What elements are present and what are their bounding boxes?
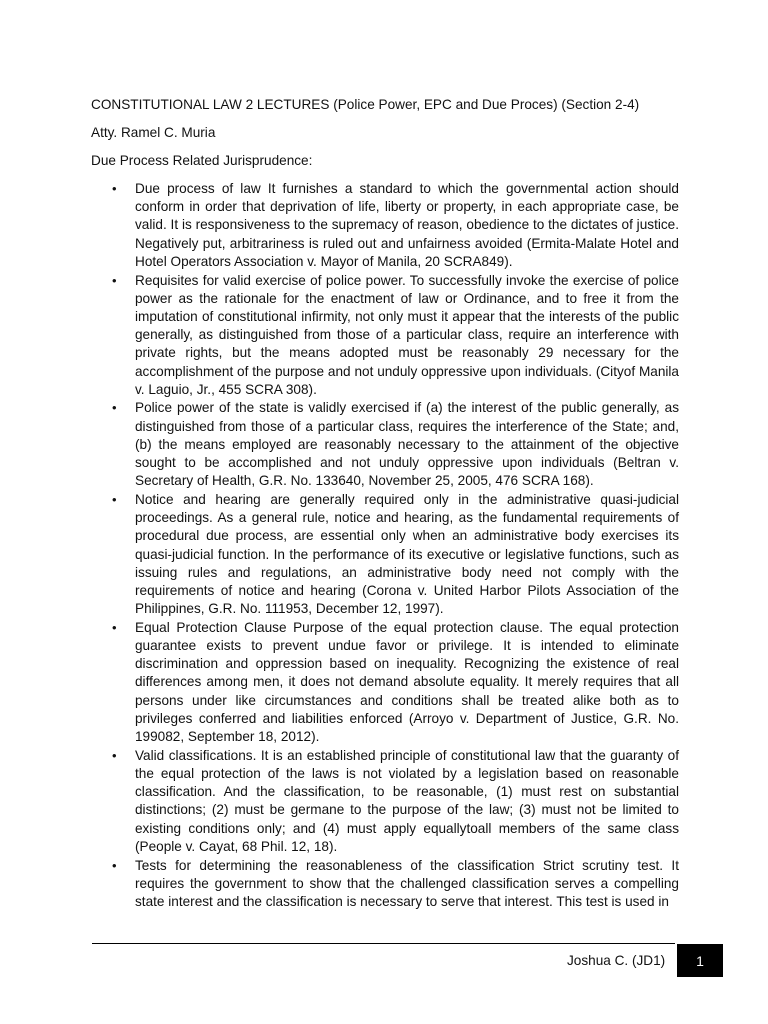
list-item-text: Police power of the state is validly exercised if (a) the interest of the public generally, as distinguished from those of a particular class, requires the interference of the State; and, (b) the means employed are reasonably necessary to the attainment of the objective sought to be accomplished and not unduly oppressive upon individuals (Beltran v. Secretary of Health, G.R. No. 133640, November 25, 2005, 476 SCRA 168). xyxy=(135,400,679,489)
list-item xyxy=(112,272,679,399)
list-item xyxy=(112,619,679,746)
bullet-icon: • xyxy=(112,272,117,288)
list-item-text: Due process of law It furnishes a standard to which the governmental action should conform in order that deprivation of life, liberty or property, in each appropriate case, be valid. It is responsiveness to the supremacy of reason, obedience to the dictates of justice. Negatively put, arbitrariness is ruled out and unfairness avoided (Ermita-Malate Hotel and Hotel Operators Association v. Mayor of Manila, 20 SCRA849). xyxy=(135,181,679,269)
list-item-text: Equal Protection Clause Purpose of the equal protection clause. The equal protection guarantee exists to prevent undue favor or privilege. It is intended to eliminate discrimination and oppression based on inequality. Recognizing the existence of real differences among men, it does not demand absolute equality. It merely requires that all persons under like circumstances and conditions shall be treated alike both as to privileges conferred and liabilities enforced (Arroyo v. Department of Justice, G.R. No. 199082, September 18, 2012). xyxy=(135,619,679,745)
page-number: 1 xyxy=(696,952,704,969)
footer-author: Joshua C. (JD1) xyxy=(567,953,666,968)
author-line: Atty. Ramel C. Muria xyxy=(91,125,216,140)
list-item-text: Notice and hearing are generally required only in the administrative quasi-judicial proceedings. As a general rule, notice and hearing, as the fundamental requirements of procedural due process, are essential only when an administrative body exercises its quasi-judicial function. In the performance of its executive or legislative functions, such as issuing rules and regulations, an administrative body need not comply with the requirements of notice and hearing (Corona v. United Harbor Pilots Association of the Philippines, G.R. No. 111953, December 12, 1997). xyxy=(135,491,679,617)
bullet-icon: • xyxy=(112,491,117,507)
bullet-icon: • xyxy=(112,747,117,763)
jurisprudence-list xyxy=(112,180,679,912)
document-title: CONSTITUTIONAL LAW 2 LECTURES (Police Power, EPC and Due Proces) (Section 2-4) xyxy=(91,97,640,112)
list-item xyxy=(112,491,679,618)
list-item-text: Tests for determining the reasonableness of the classification Strict scrutiny test. It requires the government to show that the challenged classification serves a compelling state interest and the classification is necessary to serve that interest. This test is used in xyxy=(135,857,679,909)
list-item xyxy=(112,180,679,271)
page-number-badge xyxy=(677,944,723,977)
list-item xyxy=(112,747,679,856)
footer-divider xyxy=(92,943,675,944)
list-item xyxy=(112,857,679,912)
bullet-icon: • xyxy=(112,857,117,873)
bullet-icon: • xyxy=(112,181,117,196)
list-item-text: Valid classifications. It is an established principle of constitutional law that the guaranty of the equal protection of the laws is not violated by a legislation based on reasonable classification. And the classification, to be reasonable, (1) must rest on substantial distinctions; (2) must be germane to the purpose of the law; (3) must not be limited to existing conditions only; and (4) must apply equallytoall members of the same class (People v. Cayat, 68 Phil. 12, 18). xyxy=(135,747,679,854)
list-item xyxy=(112,399,679,490)
bullet-icon: • xyxy=(112,400,117,416)
list-item-text: Requisites for valid exercise of police power. To successfully invoke the exercise of police power as the rationale for the enactment of law or Ordinance, and to free it from the imputation of constitutional infirmity, not only must it appear that the interests of the public generally, as distinguished from those of a particular class, require an interference with private rights, but the means adopted must be reasonably 29 necessary for the accomplishment of the purpose and not unduly oppressive upon individuals. (Cityof Manila v. Laguio, Jr., 455 SCRA 308). xyxy=(135,272,679,397)
section-heading: Due Process Related Jurisprudence: xyxy=(91,153,313,168)
bullet-icon: • xyxy=(112,619,117,635)
